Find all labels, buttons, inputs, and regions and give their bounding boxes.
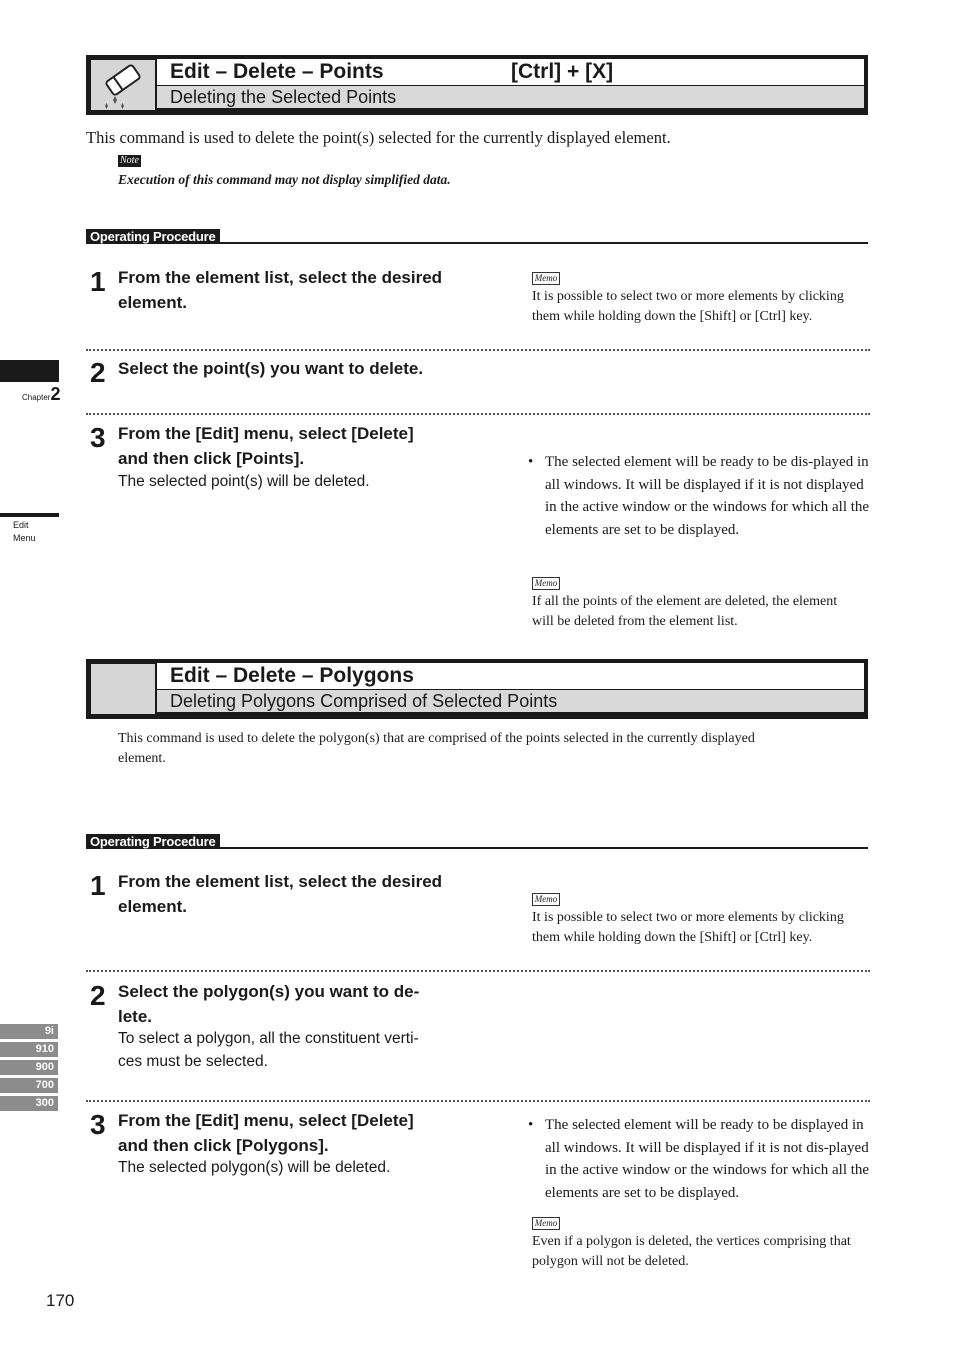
step-number: 2: [90, 980, 106, 1011]
section-tab: [0, 513, 59, 517]
chapter-label: Chapter2: [22, 384, 61, 404]
step-number: 1: [90, 266, 106, 297]
note-text: Execution of this command may not display simplified data.: [118, 172, 451, 187]
section-label: Edit Menu: [13, 520, 36, 543]
step-divider: [86, 1100, 870, 1102]
section-subtitle: Deleting the Selected Points: [157, 86, 864, 108]
memo-badge: Memo: [532, 272, 560, 285]
section-title: Edit – Delete – Polygons: [157, 663, 864, 689]
version-badge: 700: [0, 1078, 58, 1093]
step-title: From the element list, select the desired element.: [118, 268, 443, 312]
step-divider: [86, 349, 870, 351]
operating-procedure-bar: Operating Procedure: [86, 833, 868, 849]
version-badge: 900: [0, 1060, 58, 1075]
section-header: [86, 659, 868, 719]
step-number: 2: [90, 357, 106, 388]
step-divider: [86, 413, 870, 415]
intro-text: This command is used to delete the polygon(s) that are comprised of the points selected in the currently displayed element.: [118, 731, 755, 766]
step-title: Select the polygon(s) you want to de-lete.: [118, 982, 420, 1026]
chapter-tab: [0, 360, 59, 382]
step-number: 3: [90, 1109, 106, 1140]
memo-text: It is possible to select two or more elements by clicking them while holding down the [Shift] or [Ctrl] key.: [532, 910, 844, 945]
step-divider: [86, 970, 870, 972]
step-description: The selected polygon(s) will be deleted.: [118, 1159, 391, 1176]
section-header: [86, 55, 868, 115]
section-subtitle: Deleting Polygons Comprised of Selected Points: [157, 690, 864, 712]
step-description: The selected point(s) will be deleted.: [118, 473, 370, 490]
bullet-item: • The selected element will be ready to be dis-played in all windows. It will be displayed if it is not displayed in the active window or the windows for which all the elements are set to be displayed.: [528, 451, 875, 541]
step-title: From the [Edit] menu, select [Delete] and then click [Polygons].: [118, 1111, 414, 1155]
memo-badge: Memo: [532, 577, 560, 590]
step-description: To select a polygon, all the constituent verti-ces must be selected.: [118, 1030, 419, 1070]
page-number: 170: [46, 1291, 75, 1310]
version-badge: 910: [0, 1042, 58, 1057]
shortcut-key: [Ctrl] + [X]: [511, 60, 614, 83]
intro-text: This command is used to delete the point(s) selected for the currently displayed element.: [86, 128, 671, 147]
header-icon-placeholder: [91, 664, 155, 714]
note-badge: Note: [120, 155, 139, 166]
memo-text: It is possible to select two or more elements by clicking them while holding down the [Shift] or [Ctrl] key.: [532, 289, 844, 324]
step-title: Select the point(s) you want to delete.: [118, 359, 424, 378]
operating-procedure-bar: Operating Procedure: [86, 228, 868, 244]
step-number: 1: [90, 870, 106, 901]
memo-badge: Memo: [532, 893, 560, 906]
memo-text: If all the points of the element are deleted, the element will be deleted from the element list.: [532, 594, 838, 629]
version-badge: 9i: [0, 1024, 58, 1039]
eraser-icon: [91, 60, 155, 110]
memo-text: Even if a polygon is deleted, the vertices comprising that polygon will not be deleted.: [532, 1234, 851, 1269]
version-badge: 300: [0, 1096, 58, 1111]
section-title: Edit – Delete – Points [Ctrl] + [X]: [157, 59, 864, 85]
step-number: 3: [90, 422, 106, 453]
step-title: From the element list, select the desired element.: [118, 872, 443, 916]
bullet-item: • The selected element will be ready to be displayed in all windows. It will be displayed if it is not dis-played in the active window or the windows for which all the elements are set to be displayed.: [528, 1114, 875, 1204]
memo-badge: Memo: [532, 1217, 560, 1230]
step-title: From the [Edit] menu, select [Delete] and then click [Points].: [118, 424, 414, 468]
